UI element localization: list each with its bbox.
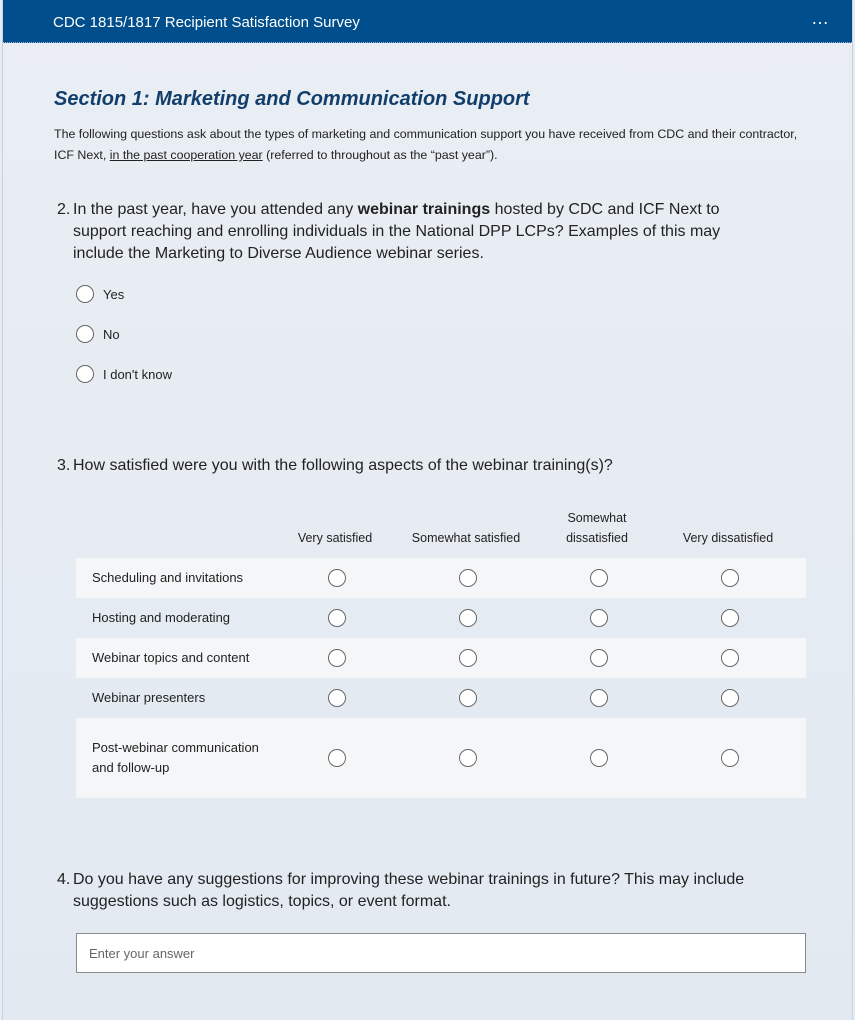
column-header: Somewhat dissatisfied — [566, 511, 628, 545]
option-label: Yes — [103, 286, 125, 302]
radio-very-dissatisfied[interactable] — [721, 649, 739, 667]
row-label: Webinar topics and content — [92, 650, 250, 665]
q-text: In the past year, have you attended any — [73, 201, 358, 218]
more-options-icon[interactable]: … — [811, 8, 830, 28]
desc-underlined: in the past cooperation year — [109, 148, 263, 162]
radio-very-satisfied[interactable] — [328, 749, 346, 767]
option-dont-know[interactable] — [76, 365, 172, 383]
question-text — [73, 199, 773, 265]
section-title: Section 1: Marketing and Communication Support — [54, 88, 530, 110]
row-label: Webinar presenters — [92, 690, 206, 705]
radio-somewhat-satisfied[interactable] — [459, 749, 477, 767]
radio-very-satisfied[interactable] — [328, 609, 346, 627]
option-no[interactable] — [76, 325, 120, 343]
radio-button[interactable] — [76, 325, 94, 343]
radio-somewhat-dissatisfied[interactable] — [590, 649, 608, 667]
matrix-row — [76, 558, 806, 598]
option-label: No — [103, 326, 120, 342]
question-number: 4. — [57, 871, 71, 888]
matrix-row — [76, 678, 806, 718]
radio-very-satisfied[interactable] — [328, 569, 346, 587]
question-number: 2. — [57, 201, 71, 218]
radio-somewhat-satisfied[interactable] — [459, 569, 477, 587]
question-3 — [57, 455, 777, 479]
radio-button[interactable] — [76, 365, 94, 383]
column-header: Very dissatisfied — [682, 531, 774, 545]
question-text: How satisfied were you with the following aspects of the webinar training(s)? — [73, 457, 613, 474]
row-label: Scheduling and invitations — [92, 570, 244, 585]
q-text-bold: webinar trainings — [357, 201, 491, 218]
radio-somewhat-dissatisfied[interactable] — [590, 749, 608, 767]
radio-somewhat-dissatisfied[interactable] — [590, 569, 608, 587]
radio-very-satisfied[interactable] — [328, 649, 346, 667]
radio-somewhat-satisfied[interactable] — [459, 649, 477, 667]
option-yes[interactable] — [76, 285, 124, 303]
form-title: CDC 1815/1817 Recipient Satisfaction Survey — [53, 14, 360, 31]
radio-very-dissatisfied[interactable] — [721, 569, 739, 587]
question-text: Do you have any suggestions for improving these webinar trainings in future? This may include suggestions such as logistics, topics, or event format. — [73, 871, 745, 910]
column-header: Very satisfied — [297, 531, 373, 545]
radio-somewhat-dissatisfied[interactable] — [590, 689, 608, 707]
survey-form — [2, 0, 853, 1020]
form-header — [3, 0, 852, 43]
row-label: Post-webinar communication and follow-up — [92, 740, 259, 775]
radio-very-dissatisfied[interactable] — [721, 749, 739, 767]
radio-very-satisfied[interactable] — [328, 689, 346, 707]
matrix-row — [76, 638, 806, 678]
column-header: Somewhat satisfied — [411, 531, 521, 545]
question-number: 3. — [57, 457, 71, 474]
question-4 — [57, 869, 797, 915]
section-description — [54, 124, 814, 166]
matrix-row — [76, 718, 806, 798]
matrix-row — [76, 598, 806, 638]
radio-very-dissatisfied[interactable] — [721, 689, 739, 707]
question-2 — [57, 199, 777, 269]
q-text-end: hosted by CDC and ICF Next to support reaching and enrolling individuals in the National DPP LCPs? Examples of this may include the Marketing to Diverse Audience webinar series. — [73, 201, 721, 262]
desc-text-end: (referred to throughout as the “past year”). — [262, 148, 498, 162]
radio-very-dissatisfied[interactable] — [721, 609, 739, 627]
radio-somewhat-satisfied[interactable] — [459, 689, 477, 707]
radio-somewhat-dissatisfied[interactable] — [590, 609, 608, 627]
row-label: Hosting and moderating — [92, 610, 231, 625]
radio-button[interactable] — [76, 285, 94, 303]
radio-somewhat-satisfied[interactable] — [459, 609, 477, 627]
answer-input[interactable] — [76, 933, 806, 973]
desc-text: The following questions ask about the types of marketing and communication support you have received from CDC and their contractor, ICF Next, — [54, 127, 798, 162]
option-label: I don't know — [103, 366, 172, 382]
